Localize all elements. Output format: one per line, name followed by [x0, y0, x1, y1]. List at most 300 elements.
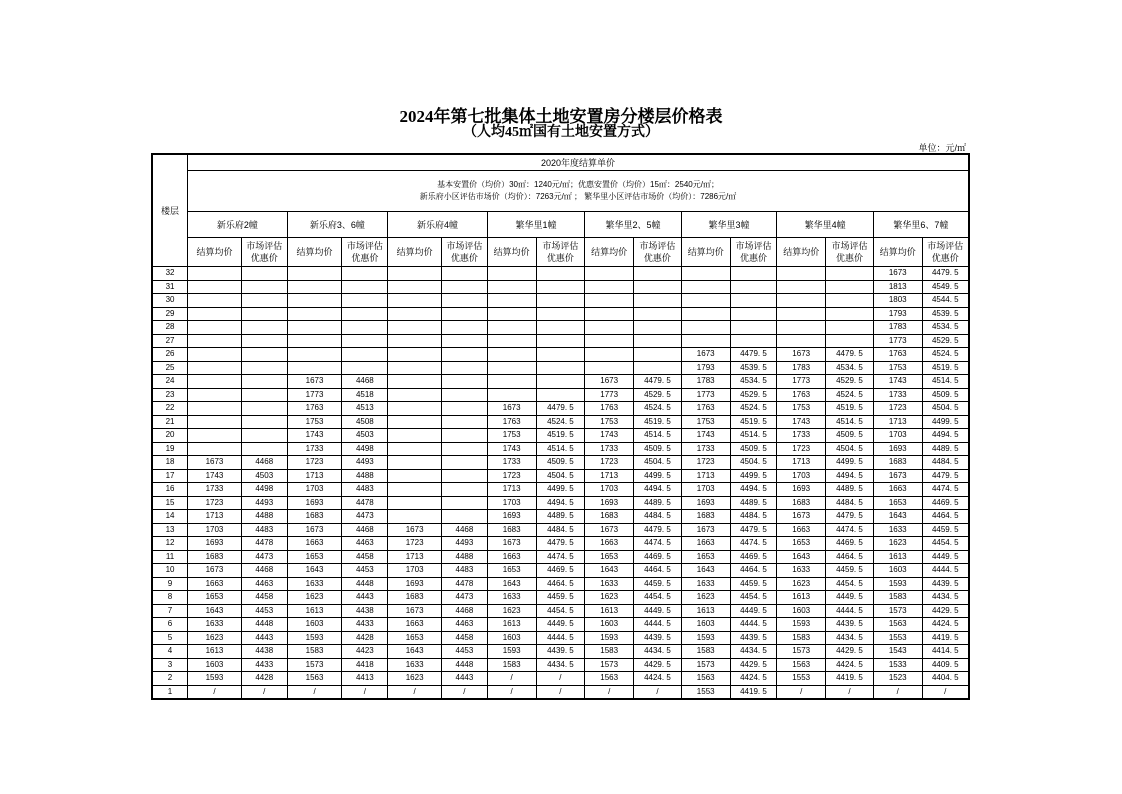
market-price-cell: 4494. 5 — [634, 483, 682, 497]
settle-price-cell: 1753 — [487, 429, 536, 443]
building-header: 繁华里4幢 — [777, 212, 874, 238]
market-price-cell: 4514. 5 — [730, 429, 777, 443]
settle-price-cell — [388, 361, 442, 375]
settle-price-cell — [287, 321, 342, 335]
settle-price-cell — [388, 469, 442, 483]
market-price-cell: 4519. 5 — [730, 415, 777, 429]
settle-price-cell: 1723 — [188, 496, 242, 510]
settle-price-cell: 1643 — [873, 510, 922, 524]
market-price-cell: 4469. 5 — [634, 550, 682, 564]
settle-price-cell: 1623 — [188, 631, 242, 645]
table-row — [152, 402, 969, 416]
settle-price-cell — [388, 334, 442, 348]
market-price-cell — [634, 294, 682, 308]
market-price-cell: 4448 — [241, 618, 287, 632]
table-row — [152, 469, 969, 483]
market-price-cell — [241, 429, 287, 443]
market-price-cell: 4489. 5 — [922, 442, 969, 456]
market-price-cell — [536, 348, 585, 362]
settle-price-cell: 1673 — [873, 469, 922, 483]
settle-price-cell: 1663 — [388, 618, 442, 632]
market-price-cell: 4454. 5 — [922, 537, 969, 551]
market-price-header-line-2: 优惠价 — [250, 253, 278, 263]
settle-price-cell — [487, 361, 536, 375]
market-price-cell: 4419. 5 — [922, 631, 969, 645]
market-price-cell — [241, 267, 287, 281]
settle-price-cell: 1713 — [188, 510, 242, 524]
settle-price-cell: 1813 — [873, 280, 922, 294]
settle-price-cell — [585, 361, 634, 375]
settle-price-cell: 1703 — [585, 483, 634, 497]
price-table — [151, 153, 970, 700]
market-price-cell: 4524. 5 — [826, 388, 874, 402]
settle-price-cell — [585, 280, 634, 294]
market-price-cell — [730, 267, 777, 281]
table-row — [152, 415, 969, 429]
settle-price-header: 结算均价 — [777, 238, 826, 267]
table-row — [152, 294, 969, 308]
market-price-cell: 4448 — [342, 577, 388, 591]
settle-price-cell: 1573 — [777, 645, 826, 659]
settle-price-header: 结算均价 — [681, 238, 730, 267]
settle-price-cell — [487, 348, 536, 362]
market-price-cell: 4514. 5 — [634, 429, 682, 443]
market-price-cell: 4489. 5 — [536, 510, 585, 524]
settle-price-cell: 1803 — [873, 294, 922, 308]
floor-cell: 4 — [152, 645, 188, 659]
settle-price-cell: 1653 — [681, 550, 730, 564]
table-row — [152, 321, 969, 335]
market-price-cell: 4469. 5 — [922, 496, 969, 510]
settle-price-cell: 1573 — [287, 658, 342, 672]
settle-price-cell: 1653 — [585, 550, 634, 564]
settle-price-cell: 1633 — [585, 577, 634, 591]
market-price-cell: 4539. 5 — [922, 307, 969, 321]
market-price-cell: 4484. 5 — [922, 456, 969, 470]
floor-cell: 19 — [152, 442, 188, 456]
market-price-cell: 4504. 5 — [922, 402, 969, 416]
settle-price-cell: 1623 — [287, 591, 342, 605]
settle-price-cell — [388, 510, 442, 524]
settle-price-cell — [487, 280, 536, 294]
settle-price-cell — [487, 307, 536, 321]
market-price-cell: 4428 — [342, 631, 388, 645]
settle-price-cell: 1613 — [777, 591, 826, 605]
settle-price-cell: 1673 — [188, 456, 242, 470]
table-row — [152, 658, 969, 672]
market-price-cell: / — [826, 685, 874, 699]
floor-cell: 7 — [152, 604, 188, 618]
settle-price-cell — [388, 402, 442, 416]
settle-price-cell: / — [777, 685, 826, 699]
market-price-header-line-2: 优惠价 — [835, 253, 863, 263]
market-price-header — [342, 238, 388, 267]
settle-price-cell: 1673 — [777, 510, 826, 524]
floor-cell: 3 — [152, 658, 188, 672]
settle-price-cell: 1743 — [873, 375, 922, 389]
settle-price-cell: 1753 — [681, 415, 730, 429]
settle-price-cell: 1603 — [585, 618, 634, 632]
market-price-cell: 4494. 5 — [922, 429, 969, 443]
market-price-cell: 4474. 5 — [730, 537, 777, 551]
market-price-cell — [536, 267, 585, 281]
market-price-header-line-1: 市场评估 — [831, 241, 868, 251]
settle-price-cell: 1693 — [585, 496, 634, 510]
market-price-cell: 4404. 5 — [922, 672, 969, 686]
market-price-cell — [634, 267, 682, 281]
settle-price-cell — [585, 321, 634, 335]
market-price-cell: 4509. 5 — [536, 456, 585, 470]
market-price-cell: 4458 — [241, 591, 287, 605]
market-price-cell: 4468 — [241, 564, 287, 578]
market-price-cell — [241, 415, 287, 429]
settle-price-cell: 1663 — [777, 523, 826, 537]
settle-price-cell: 1763 — [777, 388, 826, 402]
market-price-cell: 4534. 5 — [922, 321, 969, 335]
market-price-cell: 4433 — [342, 618, 388, 632]
settle-price-cell — [287, 294, 342, 308]
settle-price-cell: 1563 — [873, 618, 922, 632]
market-price-cell: 4444. 5 — [634, 618, 682, 632]
settle-price-cell: 1573 — [873, 604, 922, 618]
settle-price-cell: 1603 — [777, 604, 826, 618]
market-price-cell: 4473 — [442, 591, 488, 605]
settle-price-cell: 1673 — [585, 523, 634, 537]
market-price-cell: 4483 — [342, 483, 388, 497]
market-price-cell: 4424. 5 — [922, 618, 969, 632]
market-price-header-line-1: 市场评估 — [246, 241, 283, 251]
market-price-cell: 4524. 5 — [922, 348, 969, 362]
market-price-cell: 4458 — [342, 550, 388, 564]
settle-price-cell — [287, 280, 342, 294]
market-price-cell — [241, 280, 287, 294]
market-price-cell: 4539. 5 — [730, 361, 777, 375]
settle-price-cell: 1643 — [681, 564, 730, 578]
settle-price-cell: 1763 — [287, 402, 342, 416]
settle-price-cell: 1593 — [873, 577, 922, 591]
market-price-cell: 4493 — [241, 496, 287, 510]
settle-price-cell: 1603 — [188, 658, 242, 672]
settle-price-cell: 1683 — [873, 456, 922, 470]
settle-price-cell: 1653 — [777, 537, 826, 551]
settle-price-cell: 1673 — [681, 348, 730, 362]
settle-price-cell: 1693 — [287, 496, 342, 510]
settle-price-cell: 1673 — [487, 537, 536, 551]
market-price-cell: 4419. 5 — [730, 685, 777, 699]
settle-price-cell: 1633 — [188, 618, 242, 632]
settle-price-cell — [681, 294, 730, 308]
market-price-cell: 4479. 5 — [922, 469, 969, 483]
table-row — [152, 361, 969, 375]
settle-price-cell — [388, 388, 442, 402]
market-price-cell — [536, 280, 585, 294]
settle-price-cell — [388, 280, 442, 294]
market-price-cell: 4459. 5 — [536, 591, 585, 605]
table-row — [152, 645, 969, 659]
settle-price-cell: 1553 — [777, 672, 826, 686]
settle-price-cell: 1553 — [681, 685, 730, 699]
settle-price-cell: 1593 — [777, 618, 826, 632]
market-price-cell: 4519. 5 — [634, 415, 682, 429]
settle-price-cell — [777, 294, 826, 308]
market-price-cell — [442, 267, 488, 281]
settle-price-cell: 1643 — [287, 564, 342, 578]
settle-price-cell: 1573 — [585, 658, 634, 672]
market-price-cell — [730, 294, 777, 308]
building-header: 繁华里6、7幢 — [873, 212, 969, 238]
market-price-cell — [730, 321, 777, 335]
settle-price-cell: 1563 — [777, 658, 826, 672]
market-price-cell — [634, 321, 682, 335]
settle-price-cell: 1673 — [873, 267, 922, 281]
market-price-cell: 4468 — [342, 375, 388, 389]
settle-price-cell: / — [487, 685, 536, 699]
settle-price-cell: 1673 — [681, 523, 730, 537]
market-price-cell: 4529. 5 — [826, 375, 874, 389]
settle-price-cell — [777, 267, 826, 281]
market-price-cell — [442, 388, 488, 402]
table-row — [152, 375, 969, 389]
market-price-cell: 4519. 5 — [536, 429, 585, 443]
market-price-cell — [442, 483, 488, 497]
market-price-cell: 4529. 5 — [922, 334, 969, 348]
settle-price-cell: 1763 — [585, 402, 634, 416]
table-row — [152, 577, 969, 591]
settle-price-cell — [188, 388, 242, 402]
market-price-cell: 4463 — [241, 577, 287, 591]
market-price-cell: 4463 — [342, 537, 388, 551]
market-price-cell: 4489. 5 — [634, 496, 682, 510]
market-price-cell — [442, 361, 488, 375]
market-price-cell: 4479. 5 — [730, 523, 777, 537]
market-price-cell: 4428 — [241, 672, 287, 686]
settle-price-cell: 1683 — [487, 523, 536, 537]
settle-price-cell: 1693 — [777, 483, 826, 497]
settle-price-cell: 1733 — [777, 429, 826, 443]
settle-price-cell: 1773 — [873, 334, 922, 348]
market-price-cell: 4499. 5 — [922, 415, 969, 429]
market-price-cell: 4469. 5 — [826, 537, 874, 551]
market-price-cell: 4444. 5 — [536, 631, 585, 645]
settle-price-cell: 1623 — [388, 672, 442, 686]
market-price-cell: 4469. 5 — [730, 550, 777, 564]
market-price-cell: 4479. 5 — [634, 523, 682, 537]
market-price-cell: 4409. 5 — [922, 658, 969, 672]
market-price-cell — [730, 280, 777, 294]
floor-cell: 1 — [152, 685, 188, 699]
floor-cell: 25 — [152, 361, 188, 375]
market-price-cell — [442, 294, 488, 308]
market-price-cell: 4504. 5 — [536, 469, 585, 483]
market-price-cell — [241, 388, 287, 402]
settle-price-cell: 1743 — [287, 429, 342, 443]
settle-price-cell: 1673 — [388, 523, 442, 537]
settle-price-cell — [287, 307, 342, 321]
settle-price-cell: 1613 — [188, 645, 242, 659]
market-price-cell: 4484. 5 — [826, 496, 874, 510]
market-price-cell: 4424. 5 — [634, 672, 682, 686]
market-price-cell — [826, 280, 874, 294]
settle-price-cell: 1733 — [188, 483, 242, 497]
market-price-cell: 4429. 5 — [730, 658, 777, 672]
market-price-cell: 4529. 5 — [730, 388, 777, 402]
market-price-cell — [442, 415, 488, 429]
settle-price-cell: 1623 — [873, 537, 922, 551]
settle-price-cell: 1583 — [585, 645, 634, 659]
floor-cell: 23 — [152, 388, 188, 402]
market-price-header-line-2: 优惠价 — [931, 253, 959, 263]
market-price-cell: 4464. 5 — [634, 564, 682, 578]
table-row — [152, 550, 969, 564]
settle-price-cell: 1543 — [873, 645, 922, 659]
settle-price-cell: 1643 — [388, 645, 442, 659]
settle-price-cell: 1683 — [681, 510, 730, 524]
building-header: 新乐府2幢 — [188, 212, 288, 238]
settle-price-cell: 1693 — [681, 496, 730, 510]
settle-price-cell: 1673 — [388, 604, 442, 618]
settle-price-cell: 1703 — [681, 483, 730, 497]
market-price-cell: 4454. 5 — [730, 591, 777, 605]
settle-price-cell — [188, 348, 242, 362]
settle-price-cell: 1633 — [487, 591, 536, 605]
market-price-cell — [442, 402, 488, 416]
floor-cell: 14 — [152, 510, 188, 524]
settle-price-cell: 1613 — [287, 604, 342, 618]
settle-price-cell: 1713 — [585, 469, 634, 483]
table-row — [152, 564, 969, 578]
settle-price-cell: 1683 — [585, 510, 634, 524]
settle-price-cell: 1563 — [681, 672, 730, 686]
settle-price-cell — [487, 334, 536, 348]
floor-cell: 6 — [152, 618, 188, 632]
market-price-cell — [342, 307, 388, 321]
settle-price-cell: 1723 — [777, 442, 826, 456]
market-price-cell: 4484. 5 — [730, 510, 777, 524]
settle-price-cell — [487, 267, 536, 281]
settle-price-cell: 1623 — [777, 577, 826, 591]
market-price-cell: 4519. 5 — [922, 361, 969, 375]
price-note-line-1: 基本安置价（均价）30㎡：1240元/㎡；优惠安置价（均价）15㎡：2540元/㎡； — [437, 180, 719, 189]
settle-price-cell: 1583 — [681, 645, 730, 659]
market-price-cell — [442, 334, 488, 348]
market-price-cell: / — [536, 672, 585, 686]
market-price-cell: 4504. 5 — [730, 456, 777, 470]
table-row — [152, 442, 969, 456]
settle-price-cell: 1673 — [287, 523, 342, 537]
market-price-cell: 4448 — [442, 658, 488, 672]
market-price-header — [442, 238, 488, 267]
market-price-cell: 4474. 5 — [634, 537, 682, 551]
market-price-cell — [634, 348, 682, 362]
market-price-cell: 4478 — [241, 537, 287, 551]
market-price-cell: / — [241, 685, 287, 699]
market-price-cell: 4464. 5 — [922, 510, 969, 524]
settle-price-cell: 1633 — [777, 564, 826, 578]
settle-price-cell: 1703 — [777, 469, 826, 483]
settle-price-cell: 1663 — [188, 577, 242, 591]
settle-price-cell: 1563 — [287, 672, 342, 686]
market-price-cell: 4439. 5 — [536, 645, 585, 659]
settle-price-cell: / — [287, 685, 342, 699]
settle-price-cell: 1613 — [585, 604, 634, 618]
settle-price-cell: 1783 — [777, 361, 826, 375]
market-price-cell — [342, 361, 388, 375]
market-price-cell — [442, 429, 488, 443]
settle-price-cell: / — [873, 685, 922, 699]
settle-price-cell — [188, 361, 242, 375]
market-price-cell: 4488 — [241, 510, 287, 524]
settle-price-cell — [681, 307, 730, 321]
settle-price-cell: 1723 — [487, 469, 536, 483]
settle-price-cell — [777, 334, 826, 348]
settle-price-cell: 1713 — [388, 550, 442, 564]
settle-price-cell: 1643 — [188, 604, 242, 618]
market-price-cell: 4423 — [342, 645, 388, 659]
market-price-cell: 4459. 5 — [922, 523, 969, 537]
market-price-cell — [536, 294, 585, 308]
market-price-cell: 4509. 5 — [826, 429, 874, 443]
market-price-cell: 4478 — [342, 496, 388, 510]
floor-cell: 13 — [152, 523, 188, 537]
market-price-cell: 4488 — [442, 550, 488, 564]
floor-cell: 9 — [152, 577, 188, 591]
page-title: 2024年第七批集体土地安置房分楼层价格表 — [399, 107, 723, 126]
settle-price-cell: 1683 — [287, 510, 342, 524]
settle-price-cell — [487, 375, 536, 389]
settle-price-cell: / — [388, 685, 442, 699]
floor-cell: 12 — [152, 537, 188, 551]
settle-price-cell: 1523 — [873, 672, 922, 686]
market-price-cell: 4544. 5 — [922, 294, 969, 308]
floor-cell: 11 — [152, 550, 188, 564]
market-price-cell — [442, 280, 488, 294]
settle-price-cell: 1673 — [487, 402, 536, 416]
market-price-cell: 4479. 5 — [730, 348, 777, 362]
settle-price-cell — [287, 361, 342, 375]
settle-price-cell: 1723 — [681, 456, 730, 470]
market-price-cell — [442, 375, 488, 389]
page-subtitle: （人均45㎡国有土地安置方式） — [463, 125, 659, 140]
market-price-header — [922, 238, 969, 267]
market-price-cell — [241, 348, 287, 362]
market-price-cell — [442, 307, 488, 321]
market-price-cell: 4479. 5 — [826, 510, 874, 524]
settle-price-cell: 1763 — [487, 415, 536, 429]
settle-price-header: 结算均价 — [388, 238, 442, 267]
floor-cell: 22 — [152, 402, 188, 416]
market-price-cell: 4434. 5 — [634, 645, 682, 659]
market-price-cell — [634, 280, 682, 294]
market-price-cell: 4479. 5 — [536, 402, 585, 416]
settle-price-cell — [585, 294, 634, 308]
settle-price-cell — [585, 348, 634, 362]
market-price-cell: 4444. 5 — [826, 604, 874, 618]
market-price-cell: 4468 — [342, 523, 388, 537]
market-price-cell — [536, 321, 585, 335]
market-price-cell: 4439. 5 — [634, 631, 682, 645]
settle-price-cell: 1673 — [287, 375, 342, 389]
settle-price-cell: 1713 — [487, 483, 536, 497]
settle-price-cell: 1683 — [388, 591, 442, 605]
settle-price-cell: 1633 — [681, 577, 730, 591]
market-price-cell — [241, 294, 287, 308]
settle-price-cell: 1713 — [681, 469, 730, 483]
market-price-cell — [536, 334, 585, 348]
market-price-cell — [826, 267, 874, 281]
settle-price-cell — [188, 415, 242, 429]
settle-price-cell: 1693 — [188, 537, 242, 551]
table-row — [152, 672, 969, 686]
